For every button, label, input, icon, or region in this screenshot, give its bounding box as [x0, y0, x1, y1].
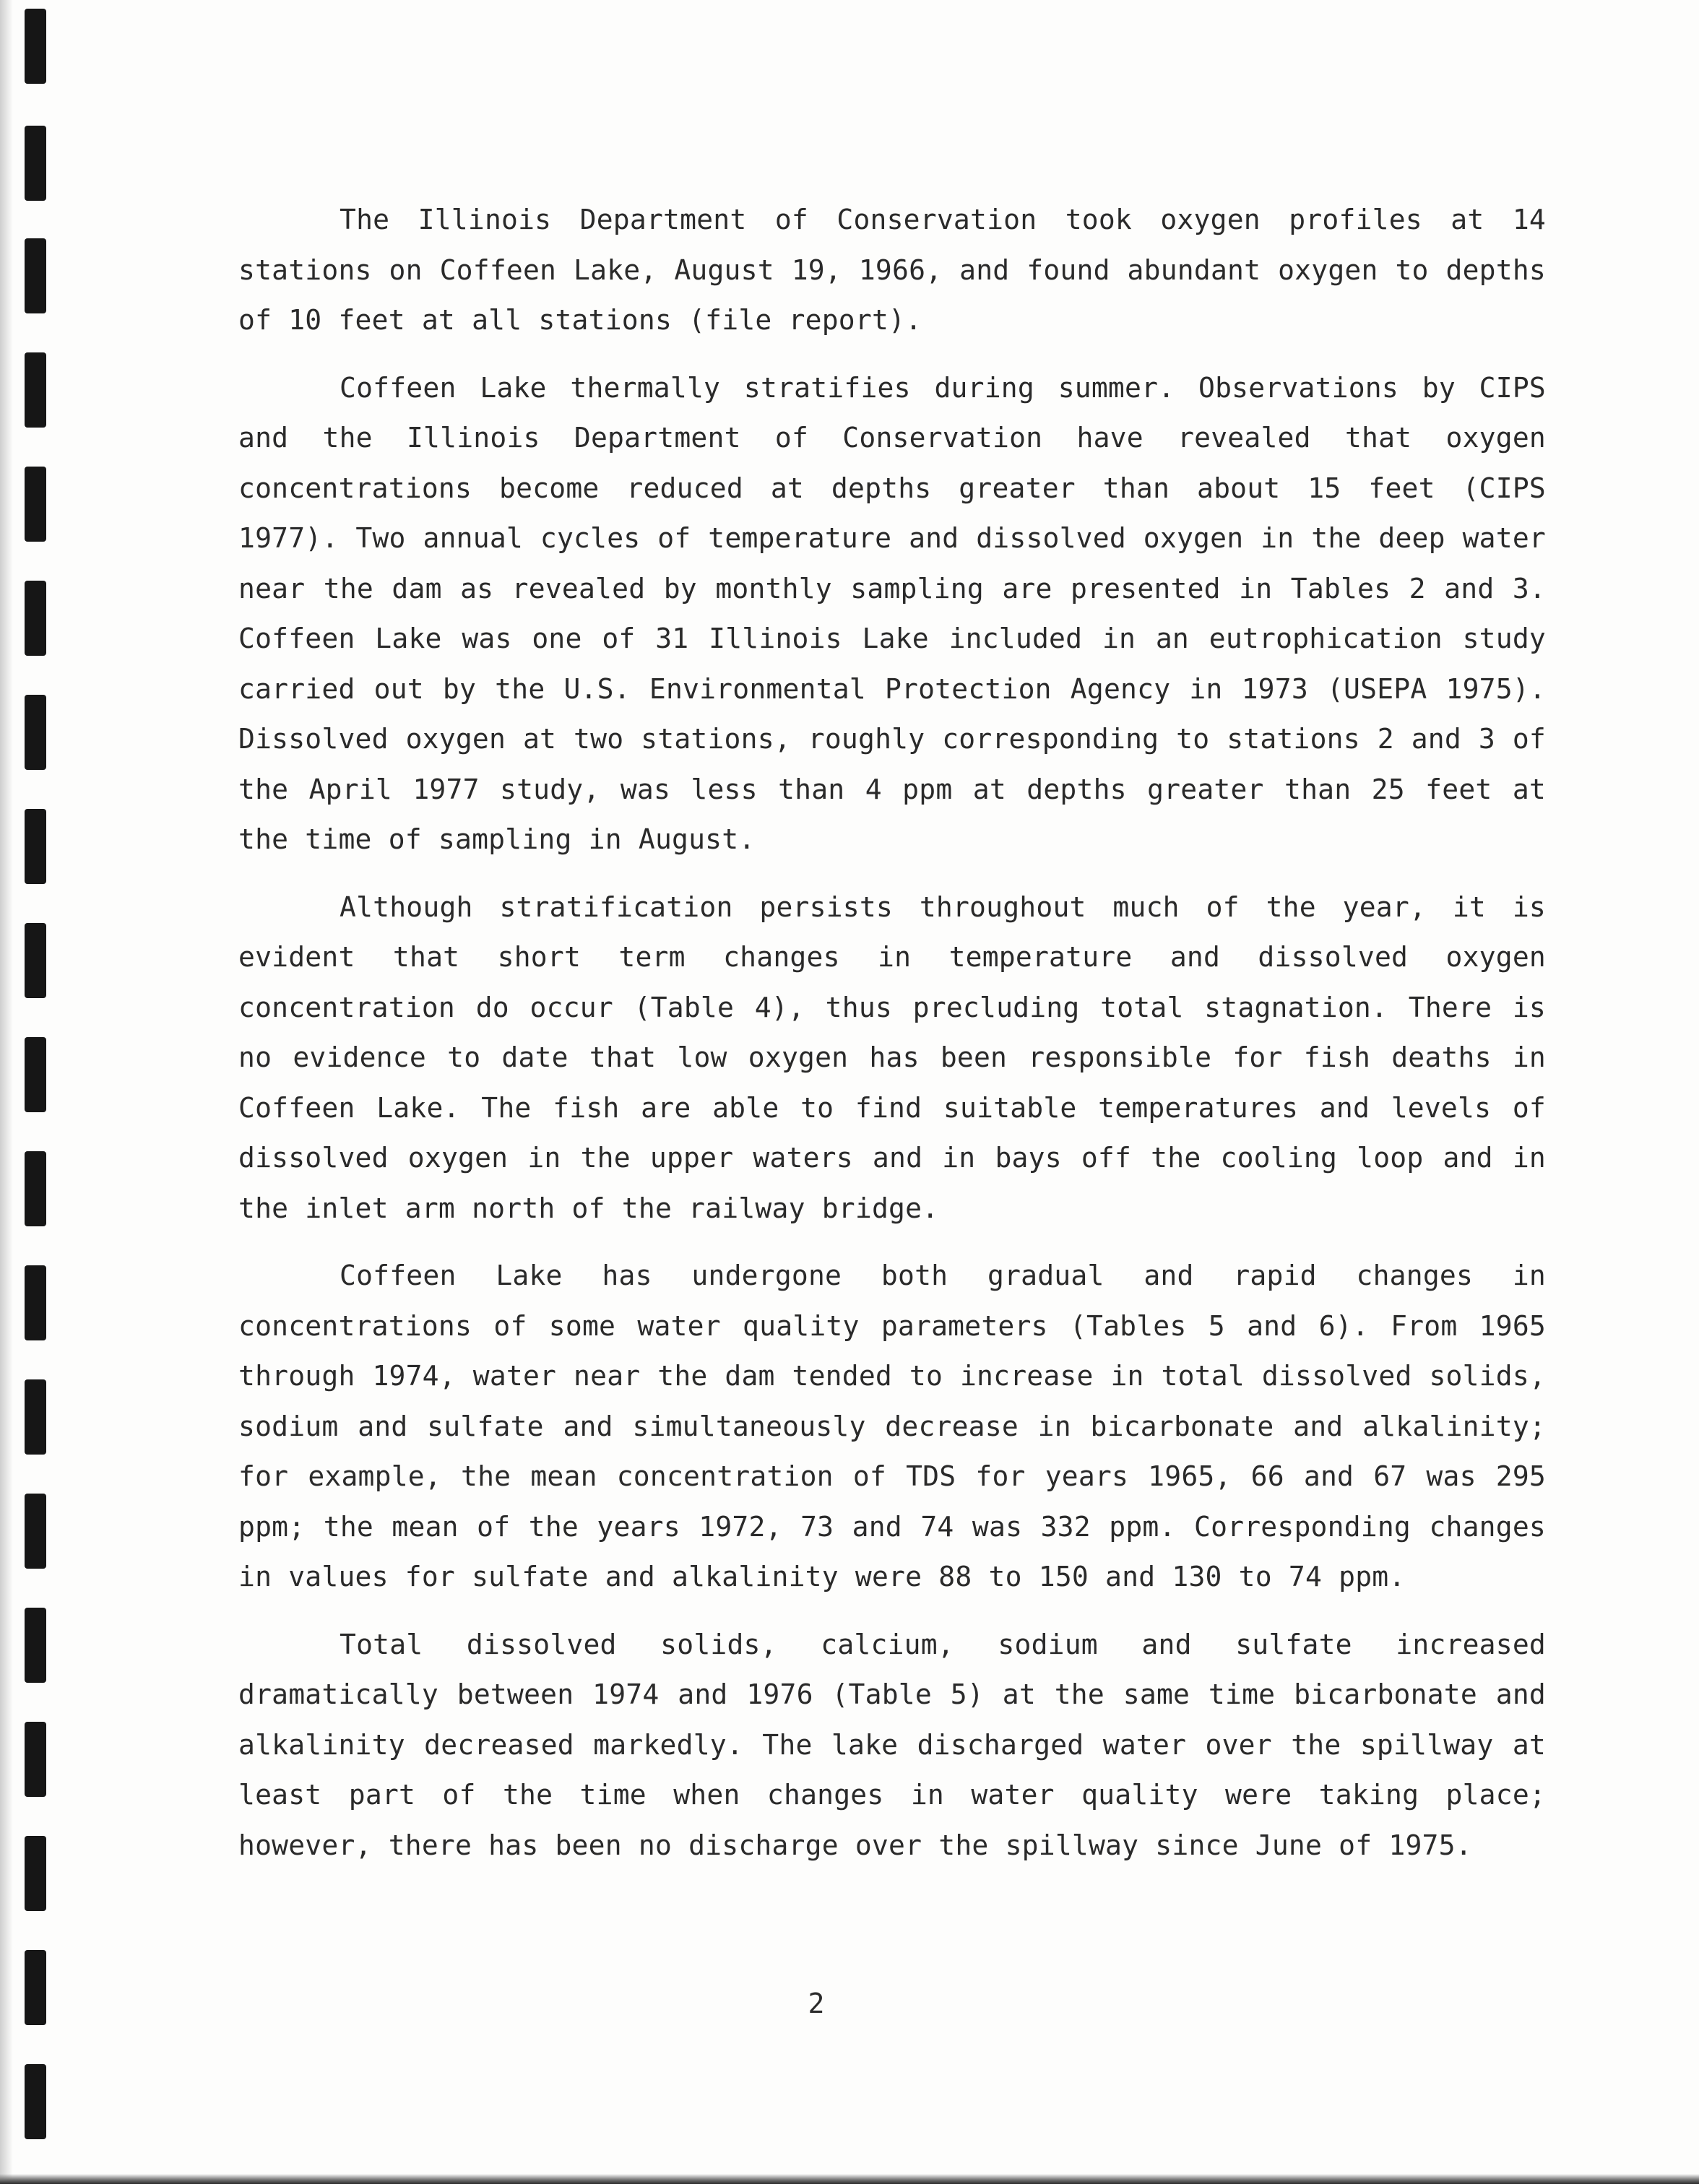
binder-hole-mark [25, 352, 46, 428]
binder-hole-mark [25, 695, 46, 770]
binder-hole-mark [25, 1494, 46, 1569]
binder-hole-mark [25, 581, 46, 656]
document-body [238, 195, 1546, 1888]
paragraph-dissolved-solids: Total dissolved solids, calcium, sodium and sulfate increased dramatically between 1974 and 1976 (Table 5) at the same time bicarbonate and alkalinity decreased markedly. The lake discharged water over the spillway at least part of the time when changes in water quality were taking place; however, there has been no discharge over the spillway since June of 1975. [238, 1628, 1546, 1861]
paragraph-water-quality-changes: Coffeen Lake has undergone both gradual and rapid changes in concentrations of some water quality parameters (Tables 5 and 6). From 1965 through 1974, water near the dam tended to increase in total dissolved solids, sodium and sulfate and simultaneously decrease in bicarbonate and alkalinity; for example, the mean concentration of TDS for years 1965, 66 and 67 was 295 ppm; the mean of the years 1972, 73 and 74 was 332 ppm. Corresponding changes in values for sulfate and alkalinity were 88 to 150 and 130 to 74 ppm. [238, 1260, 1546, 1592]
binder-hole-mark [25, 809, 46, 884]
paragraph-oxygen-profiles: The Illinois Department of Conservation took oxygen profiles at 14 stations on Coffeen Lake, August 19, 1966, and found abundant oxygen to depths of 10 feet at all stations (file report). [238, 204, 1546, 336]
binder-hole-mark [25, 1608, 46, 1683]
binder-edge-shadow [0, 0, 13, 2184]
binder-hole-mark [25, 1265, 46, 1340]
binder-hole-mark [25, 238, 46, 313]
paragraph-stagnation: Although stratification persists throughout much of the year, it is evident that short term changes in temperature and dissolved oxygen concentration do occur (Table 4), thus precluding total stagnation. There is no evidence to date that low oxygen has been responsible for fish deaths in Coffeen Lake. The fish are able to find suitable temperatures and levels of dissolved oxygen in the upper waters and in bays off the cooling loop and in the inlet arm north of the railway bridge. [238, 890, 1546, 1224]
scan-bottom-edge [0, 2174, 1699, 2184]
binder-hole-mark [25, 9, 46, 84]
binder-hole-mark [25, 1950, 46, 2025]
binder-hole-mark [25, 126, 46, 201]
binder-hole-mark [25, 923, 46, 998]
binder-hole-mark [25, 1836, 46, 1911]
binder-hole-mark [25, 1037, 46, 1112]
binder-hole-mark [25, 1379, 46, 1455]
binder-hole-mark [25, 467, 46, 542]
paragraph-thermal-stratification: Coffeen Lake thermally stratifies during summer. Observations by CIPS and the Illinois Department of Conservation have revealed that oxygen concentrations become reduced at depths greater than about 15 feet (CIPS 1977). Two annual cycles of temperature and dissolved oxygen in the deep water near the dam as revealed by monthly sampling are presented in Tables 2 and 3. Coffeen Lake was one of 31 Illinois Lake included in an eutrophication study carried out by the U.S. Environmental Protection Agency in 1973 (USEPA 1975). Dissolved oxygen at two stations, roughly corresponding to stations 2 and 3 of the April 1977 study, was less than 4 ppm at depths greater than 25 feet at the time of sampling in August. [238, 371, 1546, 855]
binder-hole-mark [25, 1722, 46, 1797]
page-number: 2 [808, 1988, 825, 2019]
binder-hole-mark [25, 1151, 46, 1226]
binder-hole-mark [25, 2064, 46, 2139]
